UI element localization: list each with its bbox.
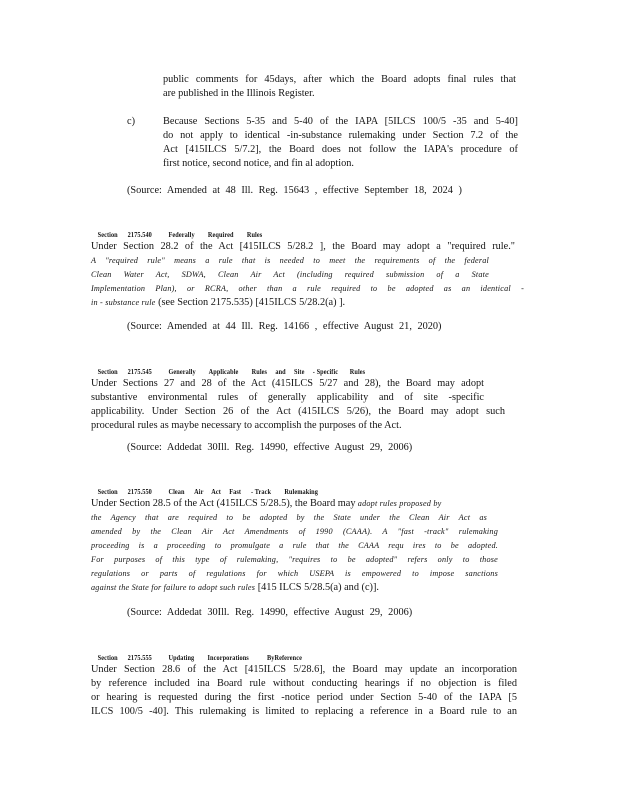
section-label: Section <box>97 487 118 496</box>
statute-text: Under Section 28.5 of the Act (415ILCS 5/28.5), the Board may <box>91 498 356 509</box>
quoted-text-line: amended by the Clean Air Act Amendments of 1990 (CAAA). A "fast -track" rulemaking <box>91 527 498 536</box>
paragraph-line <box>91 296 515 310</box>
quoted-text: in - substance rule <box>91 298 156 307</box>
paragraph-line: first notice, second notice, and fin al adoption. <box>163 158 355 169</box>
paragraph-line <box>91 581 521 595</box>
paragraph-line <box>91 497 521 511</box>
paragraph-line: Under Section 28.2 of the Act [415ILCS 5/28.2 ], the Board may adopt a "required rule." <box>91 241 515 252</box>
paragraph-line: by reference included ina Board rule without conducting hearings if no objection is filed <box>91 678 517 689</box>
section-title: Generally Applicable Rules and Site - Specific Rules <box>168 367 366 376</box>
source-note: (Source: Amended at 44 Ill. Reg. 14166 , effective August 21, 2020) <box>127 321 442 332</box>
quoted-text-line: For purposes of this type of rulemaking, "requires to be adopted" refers only to those <box>91 555 498 564</box>
quoted-text-line: regulations or parts of regulations for which USEPA is empowered to impose sanctions <box>91 569 498 578</box>
section-number: 2175.545 <box>127 367 152 376</box>
paragraph-line: Because Sections 5-35 and 5-40 of the IAPA [5ILCS 100/5 -35 and 5-40] <box>163 116 518 127</box>
paragraph-line: or hearing is requested during the first -notice period under Section 5-40 of the IAPA [5 <box>91 692 517 703</box>
section-label: Section <box>97 230 118 239</box>
paragraph-line: Under Sections 27 and 28 of the Act (415ILCS 5/27 and 28), the Board may adopt <box>91 378 484 389</box>
quoted-text-line: the Agency that are required to be adopted by the State under the Clean Air Act as <box>91 513 487 522</box>
paragraph-line: public comments for 45days, after which the Board adopts final rules that <box>163 74 516 85</box>
section-title: Clean Air Act Fast - Track Rulemaking <box>168 487 318 496</box>
citation-text: [415 ILCS 5/28.5(a) and (c)]. <box>255 582 379 593</box>
paragraph-line: substantive environmental rules of generally applicability and of site -specific <box>91 392 484 403</box>
section-label: Section <box>97 653 118 662</box>
paragraph-line: Act [415ILCS 5/7.2], the Board does not follow the IAPA's procedure of <box>163 144 518 155</box>
section-number: 2175.550 <box>127 487 152 496</box>
paragraph-line: Under Section 28.6 of the Act [415ILCS 5/28.6], the Board may update an incorporation <box>91 664 517 675</box>
quoted-text: adopt rules proposed by <box>355 499 442 508</box>
source-note: (Source: Addedat 30Ill. Reg. 14990, effective August 29, 2006) <box>127 442 413 453</box>
quoted-text-line: Implementation Plan), or RCRA, other than a rule required to be adopted as an identical - <box>91 284 524 293</box>
quoted-text-line: Clean Water Act, SDWA, Clean Air Act (including required submission of a State <box>91 270 489 279</box>
paragraph-line: procedural rules as maybe necessary to accomplish the purposes of the Act. <box>91 420 402 431</box>
section-number: 2175.540 <box>127 230 152 239</box>
section-label: Section <box>97 367 118 376</box>
source-note: (Source: Addedat 30Ill. Reg. 14990, effective August 29, 2006) <box>127 607 413 618</box>
paragraph-line: applicability. Under Section 26 of the Act (415ILCS 5/26), the Board may adopt such <box>91 406 505 417</box>
quoted-text: against the State for failure to adopt such rules <box>91 583 256 592</box>
list-marker-c: c) <box>127 116 135 127</box>
section-number: 2175.555 <box>127 653 152 662</box>
section-title: Updating Incorporations ByReference <box>168 653 302 662</box>
paragraph-line: ILCS 100/5 -40]. This rulemaking is limited to replacing a reference in a Board rule to an <box>91 706 517 717</box>
paragraph-line: do not apply to identical -in-substance rulemaking under Section 7.2 of the <box>163 130 518 141</box>
section-title: Federally Required Rules <box>168 230 263 239</box>
paragraph-line: are published in the Illinois Register. <box>163 88 315 99</box>
quoted-text-line: A "required rule" means a rule that is needed to meet the requirements of the federal <box>91 256 489 265</box>
source-note: (Source: Amended at 48 Ill. Reg. 15643 , effective September 18, 2024 ) <box>127 185 462 196</box>
citation-text: (see Section 2175.535) [415ILCS 5/28.2(a) ]. <box>155 297 346 308</box>
quoted-text-line: proceeding is a proceeding to promulgate a rule that the CAAA requ ires to be adopted. <box>91 541 498 550</box>
